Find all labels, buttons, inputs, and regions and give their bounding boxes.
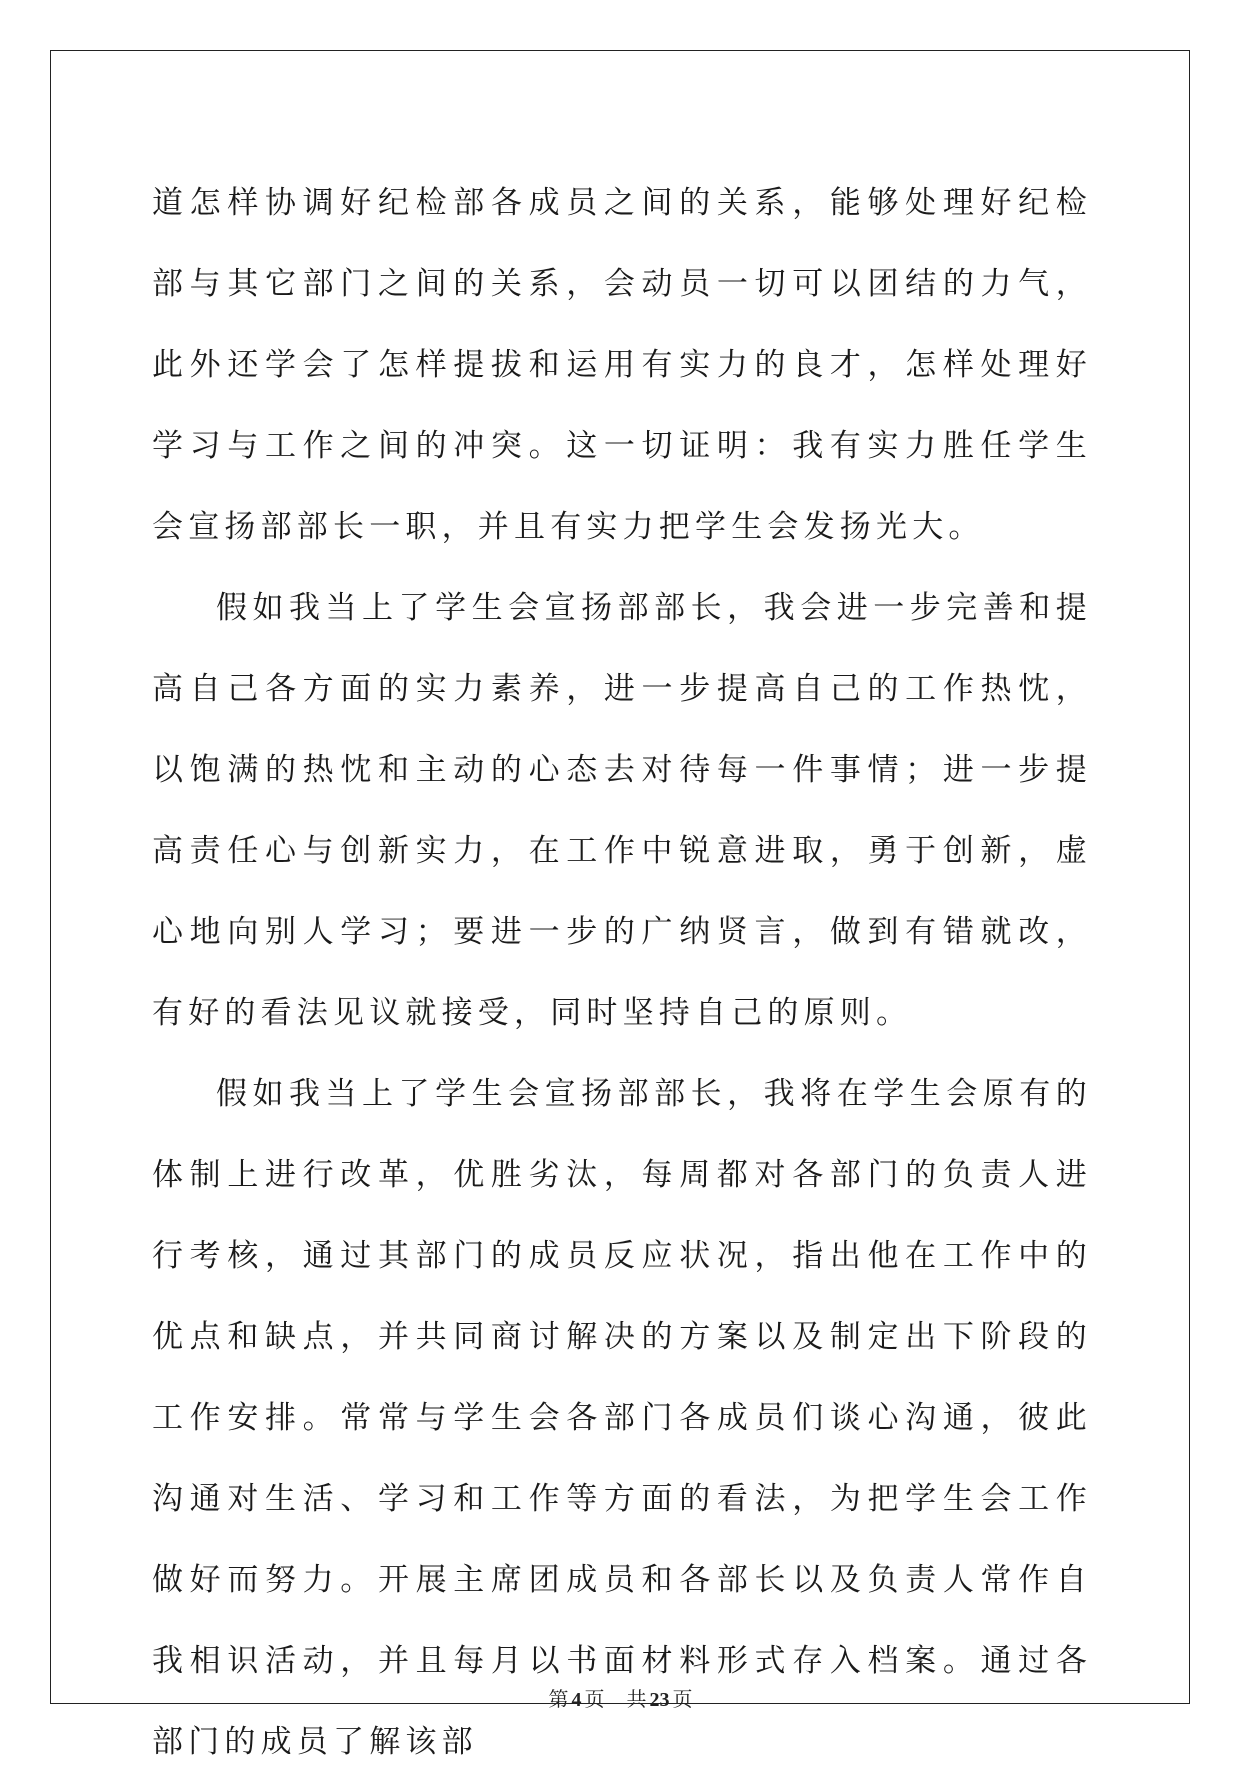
paragraph-reform-plan: 假如我当上了学生会宣扬部部长，我将在学生会原有的体制上进行改革，优胜劣汰，每周都对各部门的负责人进行考核，通过其部门的成员反应状况，指出他在工作中的优点和缺点，并共同商讨解决的方案以及制定出下阶段的工作安排。常常与学生会各部门各成员们谈心沟通，彼此沟通对生活、学习和工作等方面的看法，为把学生会工作做好而努力。开展主席团成员和各部长以及负责人常作自我相识活动，并且每月以书面材料形式存入档案。通过各部门的成员了解该部 bbox=[152, 1076, 1092, 1760]
page-number: 4 bbox=[571, 1689, 582, 1711]
total-suffix: 页 bbox=[672, 1689, 693, 1711]
page-suffix: 页 bbox=[584, 1689, 605, 1711]
total-pages: 23 bbox=[649, 1689, 670, 1711]
document-body bbox=[152, 163, 1092, 1783]
total-prefix: 共 bbox=[626, 1689, 647, 1711]
page-footer bbox=[0, 1683, 1241, 1712]
page-prefix: 第 bbox=[548, 1689, 569, 1711]
paragraph-self-improvement: 假如我当上了学生会宣扬部部长，我会进一步完善和提高自己各方面的实力素养，进一步提高自己的工作热忱，以饱满的热忱和主动的心态去对待每一件事情；进一步提高责任心与创新实力，在工作中锐意进取，勇于创新，虚心地向别人学习；要进一步的广纳贤言，做到有错就改，有好的看法见议就接受，同时坚持自己的原则。 bbox=[152, 590, 1092, 1031]
paragraph-continued: 道怎样协调好纪检部各成员之间的关系，能够处理好纪检部与其它部门之间的关系，会动员一切可以团结的力气，此外还学会了怎样提拔和运用有实力的良才，怎样处理好学习与工作之间的冲突。这一切证明：我有实力胜任学生会宣扬部部长一职，并且有实力把学生会发扬光大。 bbox=[152, 185, 1092, 545]
